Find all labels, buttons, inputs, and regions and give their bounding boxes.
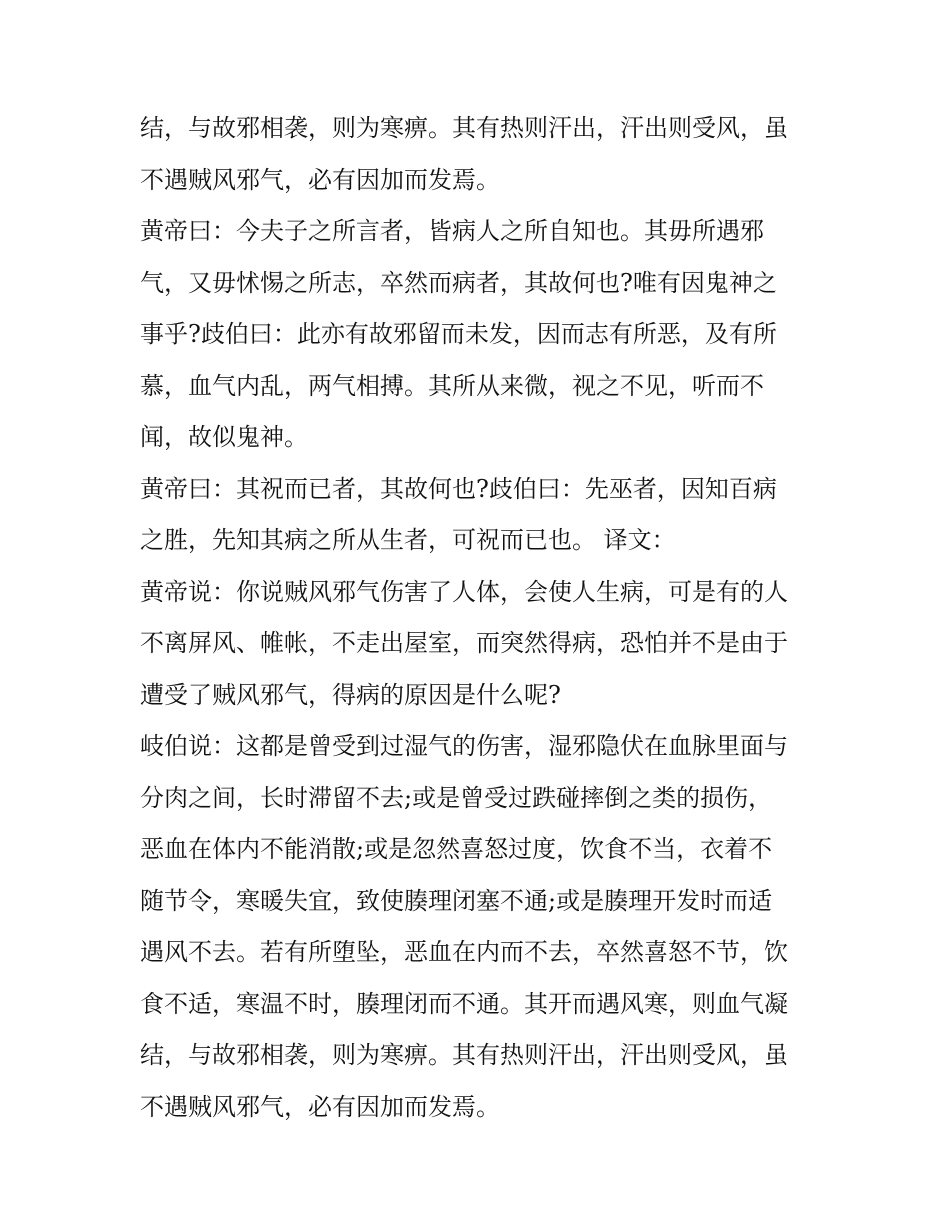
text-line: 黄帝曰：其祝而已者，其故何也?歧伯曰：先巫者，因知百病 — [140, 474, 777, 503]
text-line: 岐伯说：这都是曾受到过湿气的伤害，湿邪隐伏在血脉里面与 — [140, 732, 788, 760]
text-line: 分肉之间，长时滞留不去;或是曾受过跌碰摔倒之类的损伤， — [140, 783, 773, 812]
text-line: 恶血在体内不能消散;或是忽然喜怒过度，饮食不当，衣着不 — [140, 835, 773, 863]
text-line: 闻，故似鬼神。 — [140, 423, 308, 451]
text-line: 气，又毋怵惕之所志，卒然而病者，其故何也?唯有因鬼神之 — [140, 268, 777, 297]
text-line: 事乎?歧伯曰：此亦有故邪留而未发，因而志有所恶，及有所 — [140, 320, 777, 348]
text-line: 之胜，先知其病之所从生者，可祝而已也。 译文： — [140, 526, 676, 554]
text-line: 结，与故邪相袭，则为寒痹。其有热则汗出，汗出则受风，虽 — [140, 114, 788, 142]
text-line: 不遇贼风邪气，必有因加而发焉。 — [140, 165, 500, 194]
text-line: 不离屏风、帷帐，不走出屋室，而突然得病，恐怕并不是由于 — [140, 629, 788, 657]
body-text — [140, 103, 815, 1133]
text-line: 食不适，寒温不时，腠理闭而不通。其开而遇风寒，则血气凝 — [140, 989, 788, 1018]
text-line: 黄帝说：你说贼风邪气伤害了人体，会使人生病，可是有的人 — [140, 577, 788, 606]
text-line: 结，与故邪相袭，则为寒痹。其有热则汗出，汗出则受风，虽 — [140, 1041, 788, 1069]
text-line: 慕，血气内乱，两气相搏。其所从来微，视之不见，听而不 — [140, 371, 764, 400]
text-line: 随节令，寒暖失宜，致使腠理闭塞不通;或是腠理开发时而适 — [140, 886, 773, 915]
text-line: 不遇贼风邪气，必有因加而发焉。 — [140, 1092, 500, 1121]
text-line: 黄帝曰：今夫子之所言者，皆病人之所自知也。其毋所遇邪 — [140, 217, 764, 245]
text-line: 遭受了贼风邪气，得病的原因是什么呢? — [140, 680, 561, 709]
text-line: 遇风不去。若有所堕坠，恶血在内而不去，卒然喜怒不节，饮 — [140, 938, 788, 966]
